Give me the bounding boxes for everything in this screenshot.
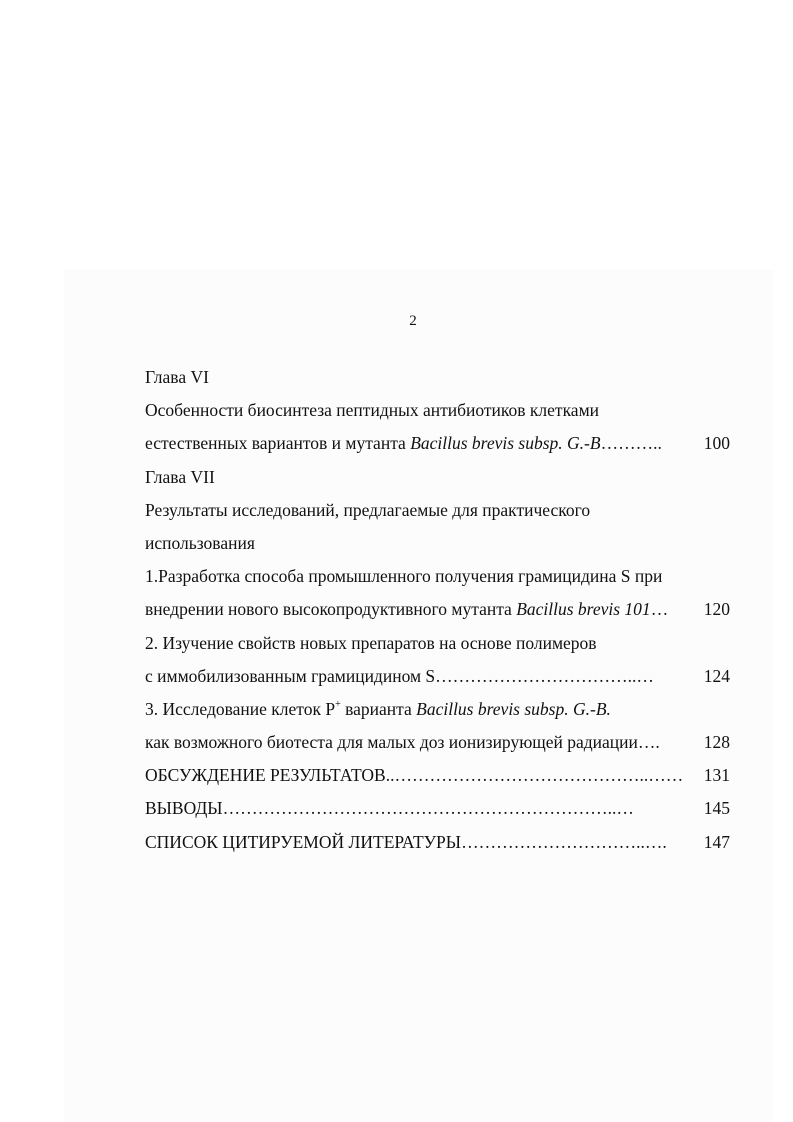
species-name: Bacillus brevis subsp. G.-B [410,433,601,454]
item-2-text-2: с иммобилизованным грамицидином S [145,665,436,686]
species-name: Bacillus brevis subsp. G.-B. [416,698,611,719]
chapter-7-heading-text: Глава VII [145,466,215,487]
toc-item-3-line-2 [145,726,730,759]
toc-item-3-line-1 [145,693,730,726]
page-ref: 120 [703,599,730,620]
item-3-text-2: как возможного биотеста для малых доз ионизирующей радиации [145,732,638,753]
leader-dots: …………………………..…. [461,831,667,852]
toc-item-1-line-2 [145,593,730,626]
chapter-6-title-text: Особенности биосинтеза пептидных антибиотиков клетками [145,400,600,421]
toc-discussion [145,759,730,792]
page-ref: 100 [703,433,730,454]
conclusions-text: ВЫВОДЫ [145,798,223,819]
item-2-text: 2. Изучение свойств новых препаратов на основе полимеров [145,632,597,653]
item-3-text: 3. Исследование клеток P+ варианта Bacillus brevis subsp. G.-B. [145,698,611,719]
page-ref: 124 [703,665,730,686]
chapter-6-title-text-2: естественных вариантов и мутанта Bacillus brevis subsp. G.-B [145,433,601,454]
discussion-text: ОБСУЖДЕНИЕ РЕЗУЛЬТАТОВ.. [145,765,395,786]
toc-item-2-line-2 [145,660,730,693]
species-name: Bacillus brevis 101 [516,599,651,620]
toc-item-1-line-1 [145,560,730,593]
leader-dots: …………………………………………………………..… [222,798,634,819]
superscript-plus: + [335,698,341,710]
chapter-7-title-text-2: использования [145,532,255,553]
toc-chapter-7-title-line-1 [145,494,730,527]
leader-dots: ……………………………..… [435,665,654,686]
leader-dots: … [650,599,669,620]
references-text: СПИСОК ЦИТИРУЕМОЙ ЛИТЕРАТУРЫ [145,831,462,852]
toc-item-2-line-1 [145,627,730,660]
page-ref: 145 [703,798,730,819]
item-1-text: 1.Разработка способа промышленного получения грамицидина S при [145,566,663,587]
page-ref: 128 [703,732,730,753]
toc-conclusions [145,792,730,825]
toc-chapter-7-title-line-2 [145,527,730,560]
leader-dots: ……………………………………..…… [394,765,684,786]
table-of-contents [145,361,730,859]
item-1-text-2: внедрении нового высокопродуктивного мутанта Bacillus brevis 101 [145,599,651,620]
leader-dots: …. [637,732,660,753]
page-ref: 131 [703,765,730,786]
toc-chapter-6-title-line-2 [145,427,730,460]
chapter-7-title-text: Результаты исследований, предлагаемые для практического [145,499,591,520]
toc-references [145,826,730,859]
toc-chapter-6-heading [145,361,730,394]
chapter-6-heading-text: Глава VI [145,367,209,387]
toc-chapter-7-heading [145,461,730,494]
toc-chapter-6-title-line-1 [145,394,730,427]
page-ref: 147 [703,831,730,852]
leader-dots: ……….. [600,433,662,454]
page-number: 2 [409,313,417,329]
